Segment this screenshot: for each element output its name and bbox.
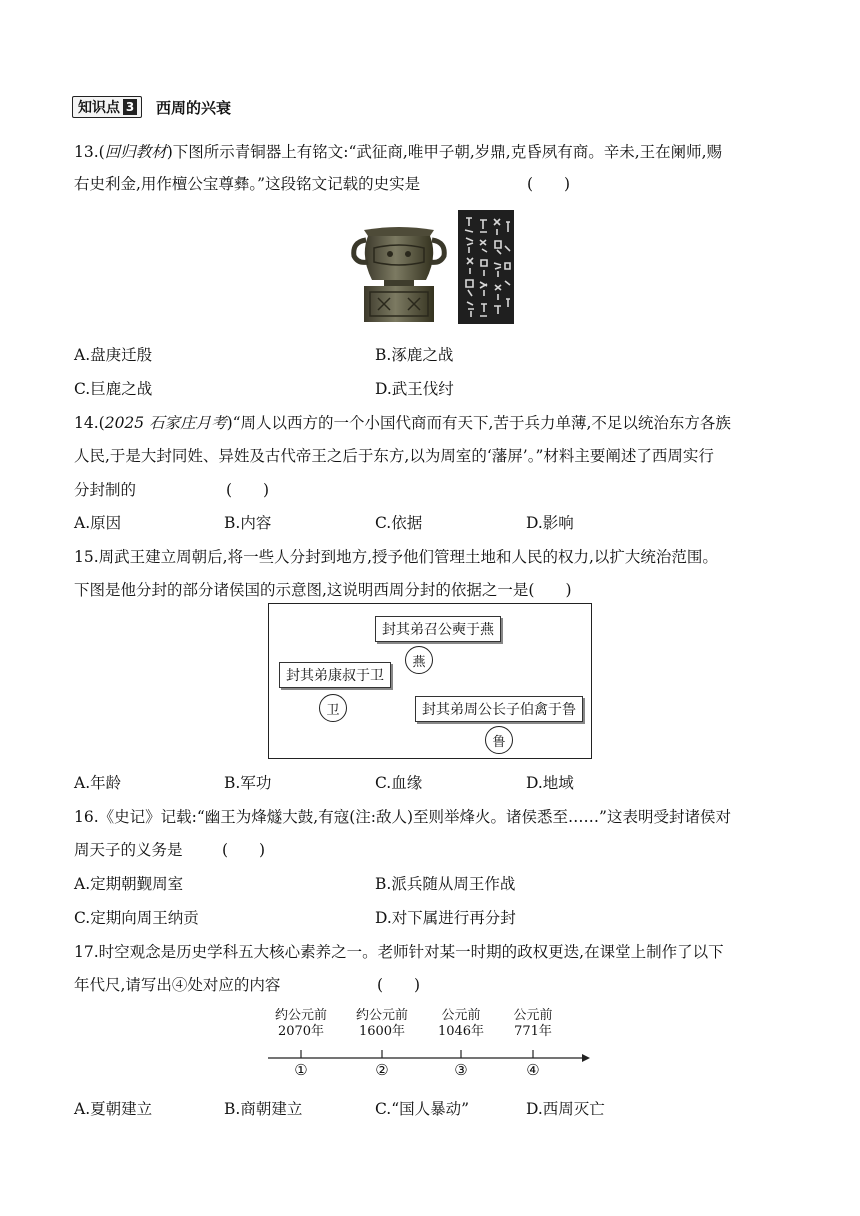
enfeoffment-diagram: [268, 603, 592, 759]
badge-number: 3: [123, 99, 137, 115]
q13-answer-bracket: ( ): [527, 175, 571, 193]
q14-option-a[interactable]: A.原因: [74, 514, 122, 532]
q14-line1: 14.(2025 石家庄月考)“周人以西方的一个小国代商而有天下,苦于兵力单薄,不足以统治东方各族: [74, 414, 731, 432]
q16-option-d[interactable]: D.对下属进行再分封: [375, 909, 516, 927]
section-title: 西周的兴衰: [156, 98, 232, 117]
q13-line1: 13.(回归教材)下图所示青铜器上有铭文:“武征商,唯甲子朝,岁鼎,克昏夙有商。辛未,王在阑师,赐: [74, 143, 723, 161]
q15-option-a[interactable]: A.年龄: [74, 774, 122, 792]
timeline-label-2: 约公元前 1600年: [355, 1008, 409, 1039]
q16-line1: 16.《史记》记载:“幽王为烽燧大鼓,有寇(注:敌人)至则举烽火。诸侯悉至……”这表明受封诸侯对: [74, 808, 731, 826]
q15-option-b[interactable]: B.军功: [224, 774, 272, 792]
wei-state-circle: 卫: [319, 694, 347, 722]
timeline-axis: [268, 1042, 598, 1062]
timeline-label-4: 公元前 771年: [513, 1008, 553, 1039]
timeline-mark-4: ④: [526, 1061, 540, 1079]
q14-answer-bracket: ( ): [226, 481, 270, 499]
q14-source: 2025 石家庄月考: [104, 414, 227, 432]
bronze-vessel-image: [350, 222, 448, 324]
timeline-mark-2: ②: [375, 1061, 389, 1079]
q17-option-a[interactable]: A.夏朝建立: [74, 1100, 153, 1118]
timeline-label-3: 公元前 1046年: [437, 1008, 485, 1039]
q15-line2: 下图是他分封的部分诸侯国的示意图,这说明西周分封的依据之一是( ): [74, 581, 572, 599]
lu-state-circle: 鲁: [485, 726, 513, 754]
q14-line3: 分封制的 ( ): [74, 478, 136, 500]
q17-option-d[interactable]: D.西周灭亡: [526, 1100, 605, 1118]
chronology-ruler: [268, 1008, 598, 1088]
q16-option-a[interactable]: A.定期朝觐周室: [74, 875, 184, 893]
q16-line2: 周天子的义务是 ( ): [74, 838, 183, 860]
q13-option-d[interactable]: D.武王伐纣: [375, 380, 454, 398]
q14-line2: 人民,于是大封同姓、异姓及古代帝王之后于东方,以为周室的‘藩屏’。”材料主要阐述了西周实行: [74, 447, 714, 465]
yan-state-circle: 燕: [405, 646, 433, 674]
lu-label: 封其弟周公长子伯禽于鲁: [415, 696, 583, 722]
badge-label: 知识点: [78, 100, 120, 116]
q13-option-a[interactable]: A.盘庚迁殷: [74, 346, 153, 364]
yan-label: 封其弟召公奭于燕: [375, 616, 501, 642]
q14-option-d[interactable]: D.影响: [526, 514, 574, 532]
q13-line2: 右史利金,用作檀公宝尊彝。”这段铭文记载的史实是 ( ): [74, 172, 420, 194]
q13-option-b[interactable]: B.涿鹿之战: [375, 346, 454, 364]
q13-option-c[interactable]: C.巨鹿之战: [74, 380, 153, 398]
timeline-label-1: 约公元前 2070年: [274, 1008, 328, 1039]
q16-option-c[interactable]: C.定期向周王纳贡: [74, 909, 199, 927]
q17-answer-bracket: ( ): [377, 976, 421, 994]
q15-option-d[interactable]: D.地域: [526, 774, 574, 792]
knowledge-point-badge: [72, 96, 142, 118]
q17-option-b[interactable]: B.商朝建立: [224, 1100, 303, 1118]
q17-option-c[interactable]: C.“国人暴动”: [375, 1100, 470, 1118]
q17-line2: 年代尺,请写出④处对应的内容 ( ): [74, 973, 280, 995]
section-header: [72, 94, 231, 120]
rubbing-inscription-image: [458, 210, 514, 324]
q16-option-b[interactable]: B.派兵随从周王作战: [375, 875, 516, 893]
q15-option-c[interactable]: C.血缘: [375, 774, 423, 792]
wei-label: 封其弟康叔于卫: [279, 662, 391, 688]
timeline-mark-1: ①: [294, 1061, 308, 1079]
timeline-mark-3: ③: [454, 1061, 468, 1079]
q15-line1: 15.周武王建立周朝后,将一些人分封到地方,授予他们管理土地和人民的权力,以扩大统治范围。: [74, 548, 718, 566]
q14-option-b[interactable]: B.内容: [224, 514, 272, 532]
q17-line1: 17.时空观念是历史学科五大核心素养之一。老师针对某一时期的政权更迭,在课堂上制作了以下: [74, 943, 724, 961]
q16-answer-bracket: ( ): [222, 841, 266, 859]
q13-source: 回归教材: [104, 143, 167, 161]
q14-option-c[interactable]: C.依据: [375, 514, 423, 532]
